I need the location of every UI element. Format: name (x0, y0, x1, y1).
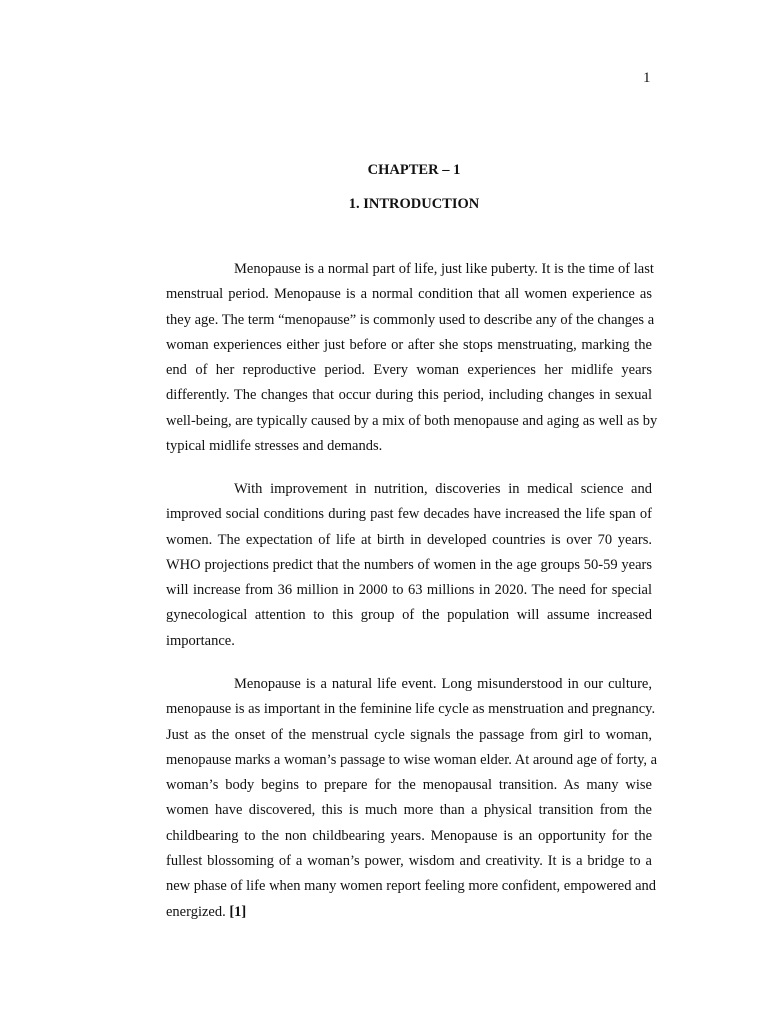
paragraph-line: gynecological attention to this group of the population will assume increased (166, 607, 652, 624)
paragraph-line: woman’s body begins to prepare for the menopausal transition. As many wise (166, 777, 652, 794)
paragraph-line: women. The expectation of life at birth in developed countries is over 70 years. (166, 531, 652, 548)
paragraph-line: With improvement in nutrition, discoveries in medical science and (234, 481, 652, 497)
paragraph-line: will increase from 36 million in 2000 to 63 millions in 2020. The need for special (166, 582, 652, 599)
paragraph-line: menstrual period. Menopause is a normal condition that all women experience as (166, 286, 652, 303)
paragraph-line: end of her reproductive period. Every woman experiences her midlife years (166, 362, 652, 379)
paragraph-line: WHO projections predict that the numbers of women in the age groups 50-59 years (166, 556, 652, 573)
paragraph-natural-life-event (166, 672, 658, 925)
chapter-heading: CHAPTER – 1 (367, 162, 461, 178)
paragraph-line: woman experiences either just before or after she stops menstruating, marking the (166, 336, 652, 353)
paragraph-line: differently. The changes that occur during this period, including changes in sexual (166, 387, 652, 404)
paragraph-line: childbearing to the non childbearing years. Menopause is an opportunity for the (166, 827, 652, 844)
paragraph-life-span (166, 477, 652, 654)
section-heading: 1. INTRODUCTION (348, 196, 480, 212)
paragraph-menopause-definition (166, 257, 658, 459)
paragraph-line: Just as the onset of the menstrual cycle signals the passage from girl to woman, (166, 726, 652, 743)
paragraph-line: fullest blossoming of a woman’s power, wisdom and creativity. It is a bridge to a (166, 853, 652, 870)
citation-reference: [1] (229, 903, 247, 920)
paragraph-line: improved social conditions during past few decades have increased the life span of (166, 506, 652, 523)
paragraph-line: menopause is as important in the feminine life cycle as menstruation and pregnancy. (166, 701, 656, 718)
page-number: 1 (643, 70, 651, 86)
paragraph-line: new phase of life when many women report feeling more confident, empowered and (166, 878, 657, 895)
paragraph-line: typical midlife stresses and demands. (166, 438, 383, 455)
paragraph-line: menopause marks a woman’s passage to wise woman elder. At around age of forty, a (166, 751, 658, 768)
paragraph-line: they age. The term “menopause” is commonly used to describe any of the changes a (166, 311, 655, 328)
paragraph-line: importance. (166, 632, 235, 649)
paragraph-line-text: energized. (166, 903, 230, 920)
paragraph-line: women have discovered, this is much more than a physical transition from the (166, 802, 652, 819)
paragraph-line: well-being, are typically caused by a mix of both menopause and aging as well as by (166, 412, 658, 429)
paragraph-line: Menopause is a natural life event. Long misunderstood in our culture, (234, 676, 652, 692)
paragraph-line-final (166, 900, 652, 925)
paragraph-line: Menopause is a normal part of life, just like puberty. It is the time of last (234, 261, 654, 277)
